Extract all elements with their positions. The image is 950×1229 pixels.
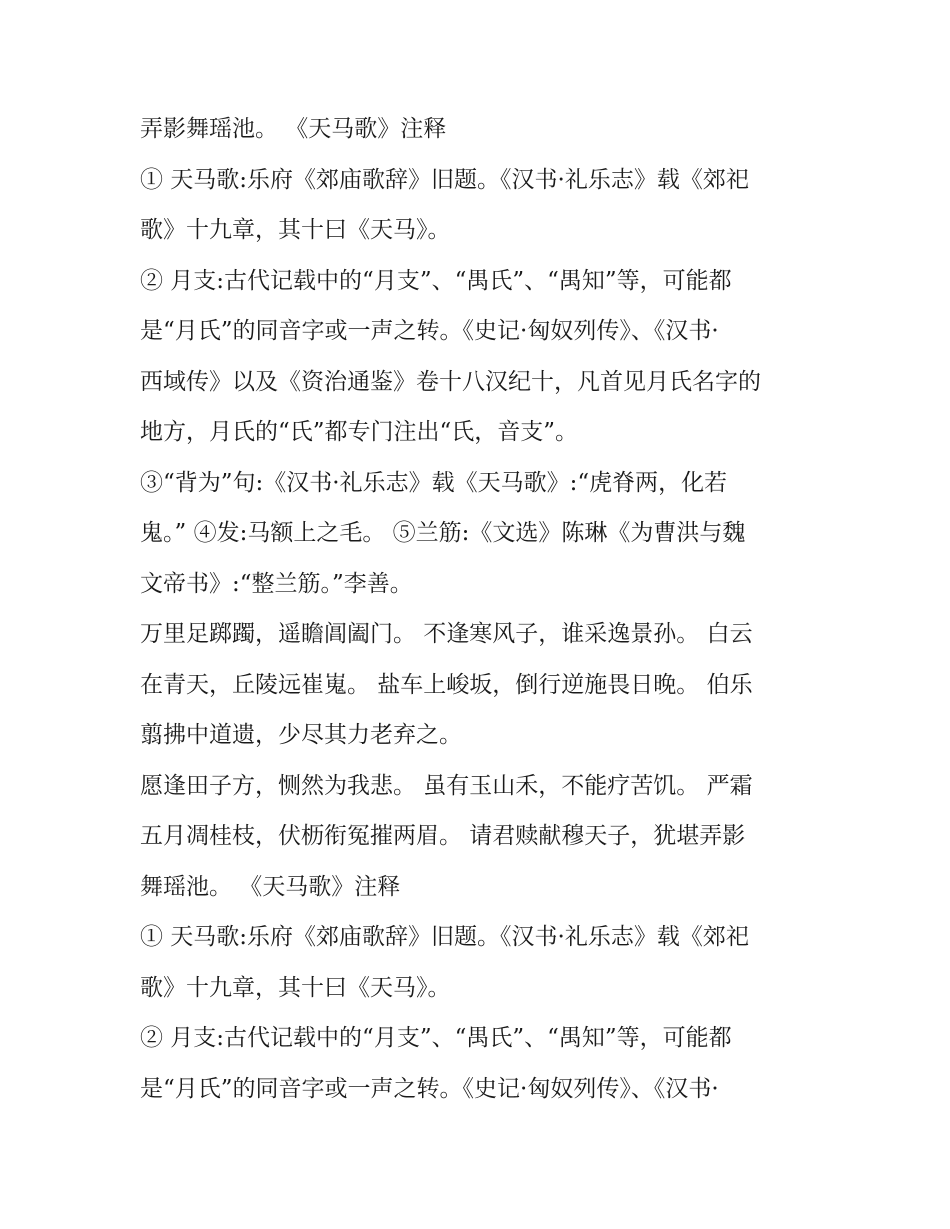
text-line: 愿逢田子方，恻然为我悲。 虽有玉山禾，不能疗苦饥。 严霜 <box>140 772 753 799</box>
text-line: 歌》十九章，其十曰《天马》。 <box>140 217 451 243</box>
text-line: 弄影舞瑶池。 《天马歌》注释 <box>140 116 447 142</box>
text-line: 是“月氏”的同音字或一声之转。《史记·匈奴列传》、《汉书· <box>140 1075 719 1102</box>
text-line: 地方，月氏的“氏”都专门注出“氏，音支”。 <box>140 419 579 445</box>
text-line: 鬼。” ④发:马额上之毛。 ⑤兰筋:《文选》陈琳《为曹洪与魏 <box>140 520 746 546</box>
text-line: 在青天，丘陵远崔嵬。 盐车上峻坂，倒行逆施畏日晚。 伯乐 <box>140 671 753 698</box>
text-line: 翦拂中道遗，少尽其力老弃之。 <box>140 722 462 748</box>
text-line: 舞瑶池。 《天马歌》注释 <box>140 873 401 900</box>
text-line: 五月凋桂枝，伏枥衔冤摧两眉。 请君赎献穆天子，犹堪弄影 <box>140 823 746 849</box>
text-line: 文帝书》:“整兰筋。”李善。 <box>140 570 413 597</box>
text-line: 西域传》以及《资治通鉴》卷十八汉纪十，凡首见月氏名字的 <box>140 368 761 395</box>
text-line: 是“月氏”的同音字或一声之转。《史记·匈奴列传》、《汉书· <box>140 318 719 344</box>
text-line: ① 天马歌:乐府《郊庙歌辞》旧题。《汉书·礼乐志》载《郊祀 <box>140 166 749 193</box>
text-line: ① 天马歌:乐府《郊庙歌辞》旧题。《汉书·礼乐志》载《郊祀 <box>140 924 749 950</box>
text-line: ② 月支:古代记载中的“月支”、“禺氏”、“禺知”等，可能都 <box>140 1025 732 1051</box>
text-line: 歌》十九章，其十曰《天马》。 <box>140 974 451 1001</box>
text-line: ② 月支:古代记载中的“月支”、“禺氏”、“禺知”等，可能都 <box>140 267 732 294</box>
document-text-body <box>140 104 830 1114</box>
text-line: ③“背为”句:《汉书·礼乐志》载《天马歌》:“虎脊两，化若 <box>140 469 728 496</box>
text-line: 万里足踯躅，遥瞻阊阖门。 不逢寒风子，谁采逸景孙。 白云 <box>140 621 753 647</box>
